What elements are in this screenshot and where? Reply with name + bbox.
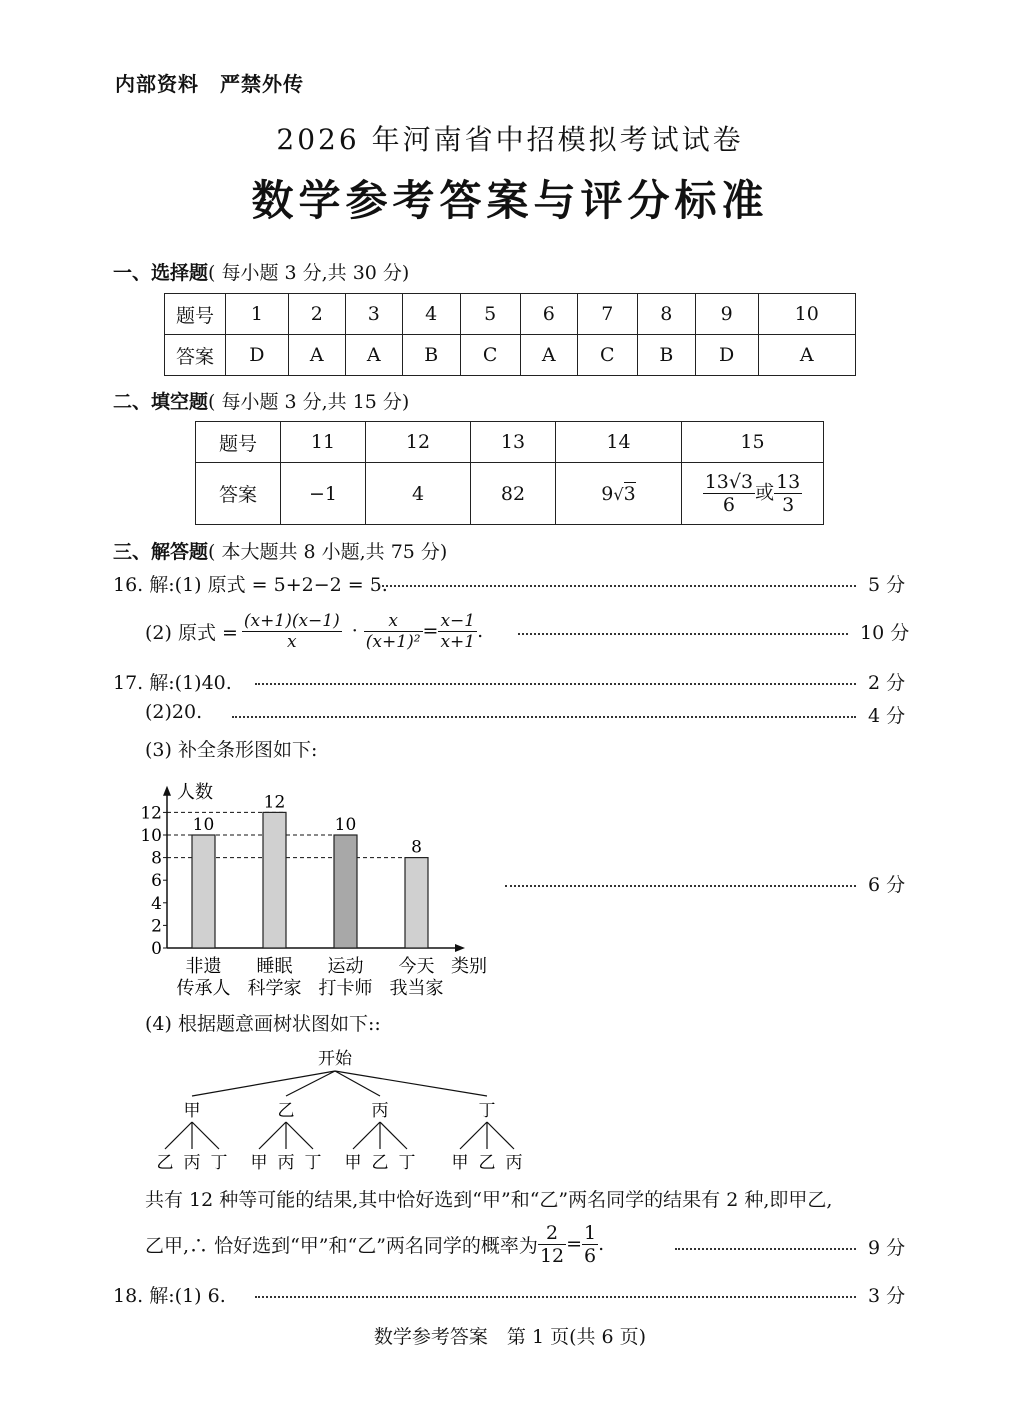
leader-dots <box>518 633 848 635</box>
q18-part1: 18. 解:(1) 6. <box>113 1285 226 1307</box>
tree-level1-label: 丁 <box>478 1101 496 1121</box>
choice-answer: A <box>520 335 577 376</box>
radicand: 3 <box>623 482 636 505</box>
choice-number: 9 <box>695 294 758 335</box>
q17-part1: 17. 解:(1)40. <box>113 672 232 694</box>
section1-title: 一、选择题 <box>113 262 209 284</box>
choice-number: 5 <box>460 294 520 335</box>
fill-answer: 4 <box>366 463 471 525</box>
fill-number: 14 <box>556 422 682 463</box>
leader-dots <box>255 1296 856 1298</box>
choice-answer: A <box>345 335 402 376</box>
tree-leaf-label: 甲 <box>250 1153 268 1173</box>
bar-value-label: 10 <box>192 815 215 835</box>
fraction-denominator: (x+1)² <box>365 631 421 652</box>
category-label: 我当家 <box>389 978 444 999</box>
tree-leaf-label: 乙 <box>156 1153 174 1173</box>
tree-level1-label: 甲 <box>183 1101 201 1121</box>
bar <box>334 835 357 948</box>
tree-leaf-label: 甲 <box>451 1153 469 1173</box>
score: 6 分 <box>868 874 906 896</box>
fraction-denominator: 3 <box>782 494 795 516</box>
section2-heading <box>113 387 409 414</box>
tree-leaf-label: 乙 <box>478 1153 496 1173</box>
tree-leaf-line <box>353 1122 380 1149</box>
q17-part3: (3) 补全条形图如下: <box>145 739 318 761</box>
q16-part1: 16. 解:(1) 原式 = 5+2−2 = 5. <box>113 574 388 596</box>
tree-leaf-label: 甲 <box>344 1153 362 1173</box>
fill-answer-15 <box>682 463 824 525</box>
section3-note: ( 本大题共 8 小题,共 75 分) <box>208 541 448 563</box>
fill-answer: −1 <box>281 463 366 525</box>
x-axis-arrow <box>455 944 465 952</box>
tree-diagram <box>145 1040 545 1180</box>
choice-answer: A <box>288 335 345 376</box>
section2-note: ( 每小题 3 分,共 15 分) <box>208 391 410 413</box>
q17-part2: (2)20. <box>145 701 203 723</box>
section1-heading <box>113 258 409 285</box>
or-word: 或 <box>755 481 775 504</box>
category-label: 非遗 <box>185 956 222 977</box>
q17-conclusion-2 <box>145 1218 604 1270</box>
choice-number: 2 <box>288 294 345 335</box>
tree-leaf-label: 丙 <box>505 1153 523 1173</box>
score: 5 分 <box>868 574 906 596</box>
choice-answer-table <box>164 293 856 376</box>
y-tick-label: 6 <box>151 871 162 892</box>
choice-number: 4 <box>402 294 460 335</box>
fraction-numerator: x <box>364 611 423 632</box>
choice-answer: A <box>758 335 855 376</box>
choice-answer: D <box>226 335 289 376</box>
section1-note: ( 每小题 3 分,共 30 分) <box>208 262 410 284</box>
tree-leaf-label: 乙 <box>371 1153 389 1173</box>
choice-answer: B <box>637 335 695 376</box>
choice-answer: B <box>402 335 460 376</box>
choice-answer: C <box>577 335 637 376</box>
fraction-numerator: (x+1)(x−1) <box>243 610 340 631</box>
tree-level1-label: 丙 <box>371 1101 389 1121</box>
bar <box>263 812 286 948</box>
section2-title: 二、填空题 <box>113 391 209 413</box>
tree-leaf-line <box>259 1122 286 1149</box>
category-label: 睡眠 <box>256 956 293 977</box>
fill-answer-14: 9√3 <box>556 463 682 525</box>
category-label: 打卡师 <box>318 978 373 999</box>
multiply-dot: · <box>351 620 358 642</box>
q17-conclusion-1: 共有 12 种等可能的结果,其中恰好选到“甲”和“乙”两名同学的结果有 2 种,即甲乙, <box>145 1189 833 1211</box>
leader-dots <box>378 585 856 587</box>
x-axis-label: 类别 <box>451 956 487 977</box>
fraction-denominator: x+1 <box>440 631 476 652</box>
tree-root-label: 开始 <box>318 1049 352 1069</box>
section3-heading <box>113 537 447 564</box>
leader-dots <box>505 885 856 887</box>
row-label-answer: 答案 <box>196 463 281 525</box>
category-label: 运动 <box>327 956 364 977</box>
period: . <box>598 1233 605 1255</box>
category-label: 科学家 <box>247 978 302 999</box>
conclusion-text: 乙甲,∴ 恰好选到“甲”和“乙”两名同学的概率为 <box>145 1234 538 1257</box>
choice-number: 8 <box>637 294 695 335</box>
fill-number: 13 <box>471 422 556 463</box>
fill-number: 12 <box>366 422 471 463</box>
bar-value-label: 8 <box>411 837 422 858</box>
fill-answer: 82 <box>471 463 556 525</box>
equals: = <box>566 1233 583 1255</box>
tree-leaf-label: 丙 <box>183 1153 201 1173</box>
y-tick-label: 12 <box>140 803 162 824</box>
q16-part2-prefix: (2) 原式 = <box>145 621 238 644</box>
q17-part4: (4) 根据题意画树状图如下:: <box>145 1013 381 1035</box>
y-axis-label: 人数 <box>177 781 213 803</box>
category-label: 今天 <box>398 956 435 977</box>
y-tick-label: 8 <box>151 848 162 869</box>
fraction-numerator: 13√3 <box>704 471 754 493</box>
tree-leaf-line <box>460 1122 487 1149</box>
leader-dots <box>255 683 856 685</box>
period: . <box>477 620 484 642</box>
tree-leaf-line <box>380 1122 407 1149</box>
bar <box>405 858 428 948</box>
category-label: 传承人 <box>176 978 231 999</box>
leader-dots <box>675 1248 856 1250</box>
bar-value-label: 10 <box>334 815 357 835</box>
score: 3 分 <box>868 1285 906 1307</box>
choice-number: 6 <box>520 294 577 335</box>
y-tick-label: 4 <box>151 893 162 914</box>
y-tick-label: 0 <box>151 939 162 959</box>
y-tick-label: 10 <box>140 826 162 846</box>
tree-level1-label: 乙 <box>277 1101 295 1121</box>
choice-number: 1 <box>226 294 289 335</box>
document-subtitle: 数学参考答案与评分标准 <box>251 176 769 225</box>
leader-dots <box>232 716 856 718</box>
confidential-label: 内部资料 严禁外传 <box>115 72 304 96</box>
bar <box>192 835 215 948</box>
fraction-numerator: 13 <box>776 471 801 493</box>
fraction-denominator: x <box>287 631 297 652</box>
coef: 9 <box>601 482 614 505</box>
choice-number: 10 <box>758 294 855 335</box>
bar-value-label: 12 <box>263 792 286 813</box>
score: 10 分 <box>860 622 910 644</box>
tree-leaf-line <box>487 1122 514 1149</box>
choice-answer: D <box>695 335 758 376</box>
y-tick-label: 2 <box>151 916 162 937</box>
fraction-numerator: 1 <box>584 1221 597 1244</box>
fill-answer-table <box>195 421 824 525</box>
choice-number: 7 <box>577 294 637 335</box>
y-axis-arrow <box>163 786 171 796</box>
score: 9 分 <box>868 1237 906 1259</box>
row-label-answer: 答案 <box>165 335 226 376</box>
tree-leaf-label: 丁 <box>210 1153 228 1173</box>
choice-number: 3 <box>345 294 402 335</box>
row-label-number: 题号 <box>196 422 281 463</box>
tree-branch-line <box>192 1071 335 1096</box>
fraction-denominator: 6 <box>584 1244 597 1267</box>
tree-leaf-line <box>165 1122 192 1149</box>
q16-part2 <box>145 602 483 660</box>
bar-chart <box>115 762 500 1002</box>
equals: = <box>422 620 439 642</box>
tree-leaf-label: 丁 <box>304 1153 322 1173</box>
fill-number: 11 <box>281 422 366 463</box>
tree-leaf-label: 丙 <box>277 1153 295 1173</box>
fraction-denominator: 6 <box>722 494 735 516</box>
tree-leaf-line <box>286 1122 313 1149</box>
tree-leaf-line <box>192 1122 219 1149</box>
page-footer: 数学参考答案 第 1 页(共 6 页) <box>373 1326 647 1348</box>
fraction-denominator: 12 <box>539 1244 565 1267</box>
fill-number: 15 <box>682 422 824 463</box>
fraction-numerator: x−1 <box>440 610 476 631</box>
fraction-numerator: 2 <box>538 1222 566 1245</box>
score: 4 分 <box>868 705 906 727</box>
section3-title: 三、解答题 <box>113 541 209 563</box>
choice-answer: C <box>460 335 520 376</box>
tree-leaf-label: 丁 <box>398 1153 416 1173</box>
score: 2 分 <box>868 672 906 694</box>
row-label-number: 题号 <box>165 294 226 335</box>
exam-title: 2026 年河南省中招模拟考试试卷 <box>276 123 744 156</box>
